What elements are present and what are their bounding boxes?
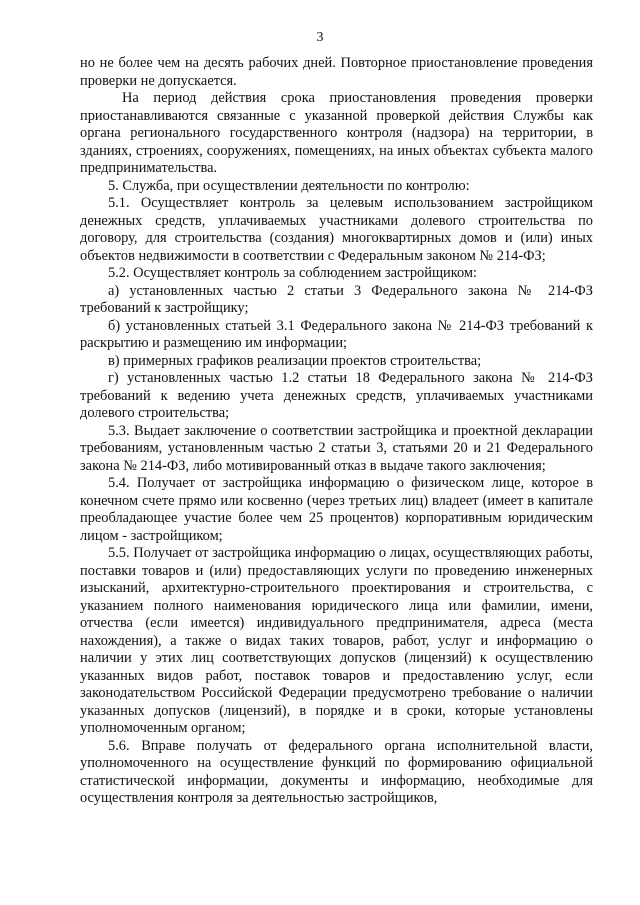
- document-body: [80, 55, 593, 808]
- paragraph-5-6: 5.6. Вправе получать от федерального органа исполнительной власти, уполномоченного на осуществление функций по формированию официальной статистической информации, документы и информацию, необходимые для осуществления контроля за деятельностью застройщиков,: [80, 737, 593, 806]
- paragraph-5-2-a: а) установленных частью 2 статьи 3 Федерального закона № 214-ФЗ требований к застройщику;: [80, 282, 593, 316]
- paragraph-5-2-b: б) установленных статьей 3.1 Федерального закона № 214-ФЗ требований к раскрытию и размещению им информации;: [80, 317, 593, 351]
- paragraph-suspension-period: На период действия срока приостановления проведения проверки приостанавливаются связанные с указанной проверкой действия Службы как органа регионального государственного контроля (надзора) на территории, в зданиях, строениях, сооружениях, помещениях, на иных объектах субъекта малого предпринимательства.: [80, 90, 593, 176]
- paragraph-5-4: 5.4. Получает от застройщика информацию о физическом лице, которое в конечном счете прямо или косвенно (через третьих лиц) владеет (имеет в капитале преобладающее участие более чем 25 процентов) корпоративным юридическим лицом - застройщиком;: [80, 475, 593, 544]
- paragraph-continuation: но не более чем на десять рабочих дней. Повторное приостановление проведения проверки не допускается.: [80, 55, 593, 89]
- paragraph-section-5: 5. Служба, при осуществлении деятельности по контролю:: [108, 177, 470, 194]
- paragraph-5-2: 5.2. Осуществляет контроль за соблюдением застройщиком:: [108, 265, 478, 281]
- paragraph-5-2-v: в) примерных графиков реализации проектов строительства;: [108, 352, 482, 369]
- paragraph-5-3: 5.3. Выдает заключение о соответствии застройщика и проектной декларации требованиям, установленным частью 2 статьи 3, статьями 20 и 21 Федерального закона № 214-ФЗ, либо мотивированный отказ в выдаче такого заключения;: [80, 422, 593, 474]
- page-number: 3: [316, 30, 324, 45]
- paragraph-5-5: 5.5. Получает от застройщика информацию о лицах, осуществляющих работы, поставки товаров и (или) предоставляющих услуги по проведению инженерных изысканий, архитектурно-строительного проектирования и строительства, с указанием полного наименования юридического лица или фамилии, имени, отчества (если имеется) индивидуального предпринимателя, адреса (места нахождения), а также о видах таких товаров, работ, услуг и информацию о наличии у этих лиц соответствующих допусков (лицензий) к осуществлению указанных видов работ, поставок товаров и предоставлению услуг, если законодательством Российской Федерации предусмотрено требование о наличии указанных допусков (лицензий), в порядке и в сроки, которые установлены уполномоченным органом;: [80, 545, 593, 736]
- paragraph-5-1: 5.1. Осуществляет контроль за целевым использованием застройщиком денежных средств, уплачиваемых участниками долевого строительства по договору, для строительства (создания) многоквартирных домов и (или) иных объектов недвижимости в соответствии с Федеральным законом № 214-ФЗ;: [80, 195, 593, 264]
- paragraph-5-2-g: г) установленных частью 1.2 статьи 18 Федерального закона № 214-ФЗ требований к ведению учета денежных средств, уплачиваемых участниками долевого строительства;: [80, 370, 593, 421]
